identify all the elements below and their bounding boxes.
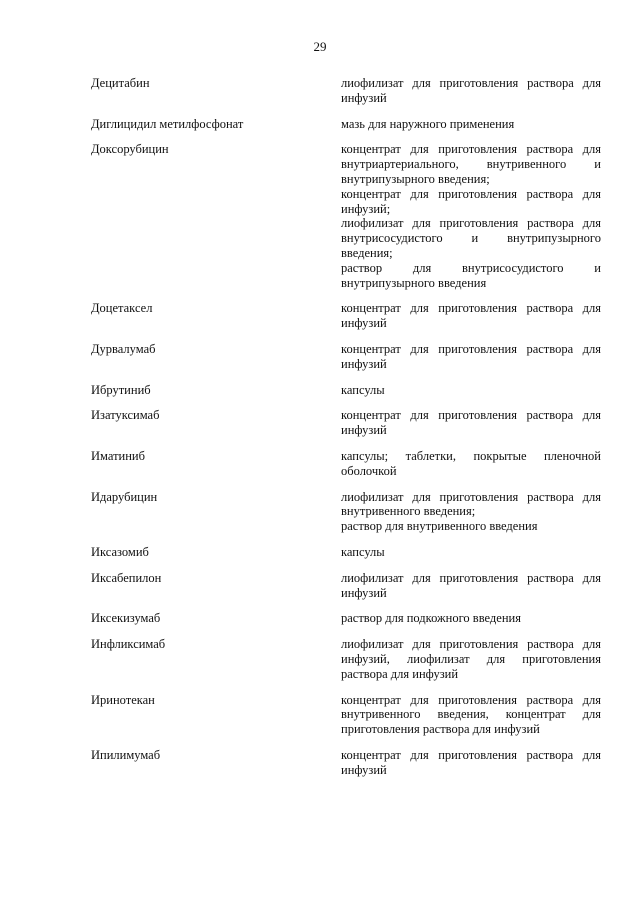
table-row [91, 693, 601, 737]
dosage-forms [341, 142, 601, 290]
table-row [91, 342, 601, 372]
dosage-forms [341, 545, 601, 560]
dosage-form: лиофилизат для приготовления раствора для инфузий, лиофилизат для приготовления раствора для инфузий [341, 637, 601, 681]
drug-name: Иксазомиб [91, 544, 149, 559]
dosage-form: концентрат для приготовления раствора для инфузий; [341, 186, 601, 216]
table-row [91, 117, 601, 132]
drug-name: Идарубицин [91, 489, 158, 504]
drug-name: Инфликсимаб [91, 637, 166, 652]
table-row [91, 142, 601, 290]
table-row [91, 571, 601, 601]
dosage-form: капсулы [341, 382, 385, 397]
dosage-form: концентрат для приготовления раствора для инфузий [341, 341, 601, 371]
drug-name: Иксекизумаб [91, 611, 161, 626]
page-number: 29 [313, 39, 327, 54]
dosage-forms [341, 408, 601, 438]
dosage-forms [341, 117, 601, 132]
drug-name: Ипилимумаб [91, 747, 161, 762]
dosage-forms [341, 748, 601, 778]
drug-name: Иринотекан [91, 692, 155, 707]
drug-name: Изатуксимаб [91, 408, 160, 423]
dosage-form: концентрат для приготовления раствора для инфузий [341, 301, 601, 331]
drug-name: Диглицидил метилфосфонат [91, 116, 244, 131]
dosage-form: лиофилизат для приготовления раствора для инфузий [341, 570, 601, 600]
dosage-forms [341, 611, 601, 626]
dosage-form: лиофилизат для приготовления раствора для внутрисосудистого и внутрипузырного введения; [341, 216, 601, 260]
table-row [91, 545, 601, 560]
drug-name: Ибрутиниб [91, 382, 151, 397]
dosage-form: раствор для внутрисосудистого и внутрипузырного введения [341, 260, 601, 290]
dosage-form: концентрат для приготовления раствора для инфузий [341, 408, 601, 438]
dosage-form: концентрат для приготовления раствора для внутривенного введения, концентрат для приготовления раствора для инфузий [341, 692, 601, 737]
dosage-form: капсулы [341, 544, 385, 559]
dosage-form: лиофилизат для приготовления раствора для инфузий [341, 76, 601, 105]
dosage-form: раствор для подкожного введения [341, 611, 521, 626]
dosage-forms [341, 301, 601, 331]
dosage-form: мазь для наружного применения [341, 116, 515, 131]
dosage-form: концентрат для приготовления раствора для внутриартериального, внутривенного и внутрипузырного введения; [341, 142, 601, 186]
dosage-forms [341, 76, 601, 106]
table-row [91, 748, 601, 778]
drug-name: Доцетаксел [91, 301, 153, 316]
drug-name: Иксабепилон [91, 570, 162, 585]
table-row [91, 383, 601, 398]
drug-list [91, 76, 601, 777]
dosage-forms [341, 637, 601, 681]
dosage-forms [341, 571, 601, 601]
dosage-forms [341, 693, 601, 737]
dosage-form: лиофилизат для приготовления раствора для внутривенного введения; [341, 489, 601, 519]
dosage-forms [341, 342, 601, 372]
dosage-form: раствор для внутривенного введения [341, 519, 538, 534]
table-row [91, 301, 601, 331]
table-row [91, 637, 601, 681]
drug-name: Децитабин [91, 76, 150, 90]
dosage-form: концентрат для приготовления раствора для инфузий [341, 747, 601, 777]
dosage-forms [341, 449, 601, 479]
drug-name: Доксорубицин [91, 142, 169, 157]
drug-name: Иматиниб [91, 448, 145, 463]
dosage-form: капсулы; таблетки, покрытые пленочной оболочкой [341, 448, 601, 478]
drug-name: Дурвалумаб [91, 341, 156, 356]
table-row [91, 408, 601, 438]
dosage-forms [341, 383, 601, 398]
table-row [91, 449, 601, 479]
table-row [91, 611, 601, 626]
table-row [91, 76, 601, 106]
table-row [91, 490, 601, 534]
dosage-forms [341, 490, 601, 534]
